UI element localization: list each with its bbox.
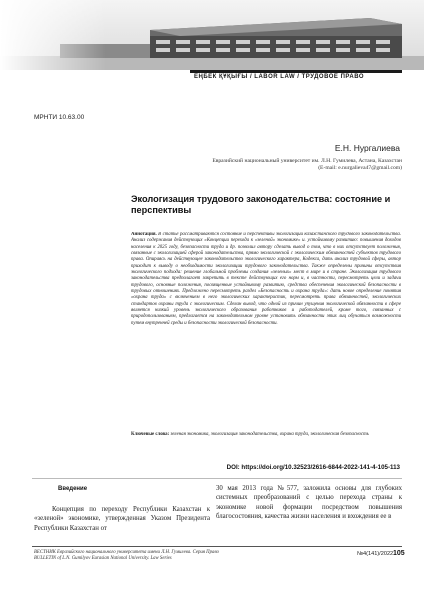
doi-link[interactable]: DOI: https://doi.org/10.32523/2616-6844-2022-141-4-105-113 bbox=[226, 464, 400, 471]
footer-journal-ru: ВЕСТНИК Евразийского национального университета имени Л.Н. Гумилева. Серия Право bbox=[34, 550, 219, 555]
author-name: Е.Н. Нургалиева bbox=[334, 143, 400, 153]
footer-journal bbox=[34, 550, 334, 563]
section-label: ЕҢБЕК ҚҰҚЫҒЫ / LABOR LAW / ТРУДОВОЕ ПРАВО bbox=[194, 74, 365, 80]
footer-issue: №4(141)/2022 bbox=[357, 551, 394, 557]
body-right-column: 30 мая 2013 года №577, заложила основы для глубоких системных преобразований с целью перехода страны к экономике новой формации посредством повышения благосостояния, качества жизни населения и вхождения ее в bbox=[216, 485, 402, 521]
article-title: Экологизация трудового законодательства: состояние и перспективы bbox=[131, 194, 391, 215]
body-left-column: Концепция по переходу Республики Казахстан к «зеленой» экономике, утвержденная Указом Президента Республики Казахстан от bbox=[34, 506, 210, 532]
abstract bbox=[131, 232, 401, 432]
abstract-text: В статье рассматриваются состояние и перспективы экологизации казахстанского трудового законодательства. Анализ содержания действующих «Концепции перехода к «зеленой» экономике» и. устойчивому развитию: повышения доходов населения к 2025 году, безопасности труда и др. позволил автору сделать вывод о том, что в них отсутствует положения, связанные с экологизацией сферой законодательства, прямо экологической с экологическим обязанностей субъектов трудового права. Опираясь на действующее законодательство экологического характера, Кодекса, дать анализ трудовой сферы, автор приходит к выводу о необходимости экологизации трудового законодательства. Также определены причины отсутствия экологического подхода: решение глобальной проблемы создания «зеленых» мест в мире и в стране. Экологизация трудового законодательства предполагает закрепить в тексте действующих его норм и, в частности, пересмотреть цели и задачи трудового, основные положения, посвященные устойчивому развитию, средства обеспечения экологической безопасности в трудовых отношениях. Предложено пересмотреть раздел «Безопасность и охрана труда»: дать новое определение понятия «охрана труда» с включением в него экологических характеристик, пересмотреть права обязанностей, экологических стандартов охраны труда с экологическим. Сделан вывод, что одной из причин упущения экологической обязанности в сфере является низкий уровень экологического образования работников и работодателей, кроме того, связанных с природопользованием, предлагается на законодательном уровне установить обязанности этих лиц обучаться возможности путем внутренней среды и безопасности экологической безопасности. bbox=[131, 232, 401, 326]
page-number: 105 bbox=[393, 550, 405, 557]
affiliation-line: Евразийский национальный университет им. Л.Н. Гумилева, Астана, Казахстан bbox=[212, 158, 402, 164]
divider bbox=[32, 478, 402, 479]
abstract-label: Аннотация. bbox=[131, 232, 157, 237]
header-building-illustration bbox=[0, 0, 424, 70]
mrnti-code: МРНТИ 10.63.00 bbox=[34, 114, 85, 121]
keywords-text: зеленая экономика, экологизация законодательства, охрана труда, экологическая безопасность bbox=[170, 432, 369, 437]
keywords bbox=[131, 432, 401, 438]
affiliation-email: (E-mail: e.nurgalieva47@gmail.com) bbox=[318, 165, 402, 171]
author-affiliation bbox=[160, 158, 402, 172]
keywords-label: Ключевые слова: bbox=[131, 432, 170, 437]
footer-rule bbox=[32, 546, 402, 547]
footer-journal-en: BULLETIN of L.N. Gumilyov Eurasian National University. Law Series bbox=[34, 556, 172, 562]
section-rule bbox=[190, 70, 402, 73]
intro-heading: Введение bbox=[58, 486, 88, 492]
